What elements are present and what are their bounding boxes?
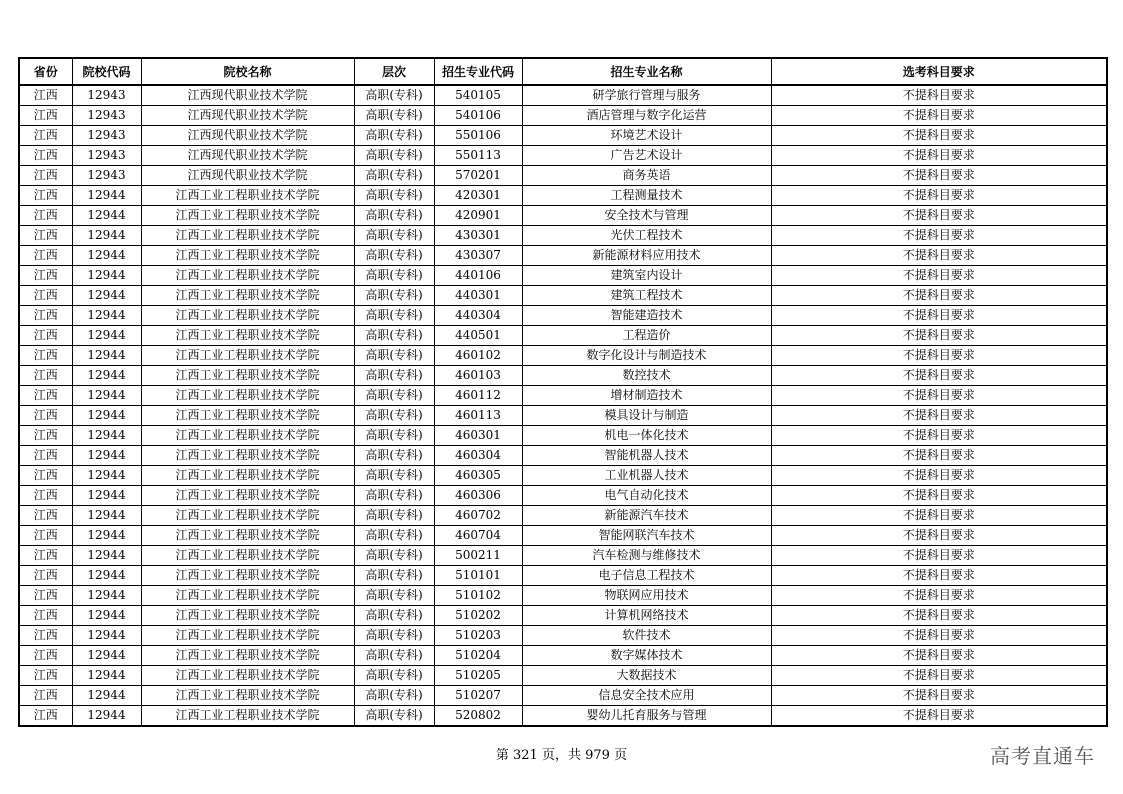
cell-province: 江西 [19, 466, 72, 486]
cell-subject-requirement: 不提科目要求 [771, 546, 1107, 566]
cell-province: 江西 [19, 686, 72, 706]
cell-level: 高职(专科) [354, 226, 434, 246]
cell-level: 高职(专科) [354, 326, 434, 346]
cell-school-name: 江西工业工程职业技术学院 [141, 646, 354, 666]
cell-province: 江西 [19, 506, 72, 526]
cell-school-code: 12944 [72, 246, 141, 266]
cell-major-code: 460112 [434, 386, 522, 406]
cell-major-name: 新能源汽车技术 [522, 506, 771, 526]
cell-subject-requirement: 不提科目要求 [771, 666, 1107, 686]
table-row [19, 646, 1107, 666]
admission-table [18, 57, 1108, 727]
cell-subject-requirement: 不提科目要求 [771, 206, 1107, 226]
cell-major-code: 510205 [434, 666, 522, 686]
cell-school-name: 江西工业工程职业技术学院 [141, 546, 354, 566]
cell-subject-requirement: 不提科目要求 [771, 366, 1107, 386]
cell-school-code: 12944 [72, 226, 141, 246]
cell-school-code: 12944 [72, 466, 141, 486]
cell-level: 高职(专科) [354, 706, 434, 727]
cell-school-code: 12944 [72, 426, 141, 446]
cell-school-code: 12944 [72, 286, 141, 306]
cell-major-name: 增材制造技术 [522, 386, 771, 406]
cell-school-name: 江西工业工程职业技术学院 [141, 246, 354, 266]
cell-school-code: 12944 [72, 566, 141, 586]
cell-major-code: 420901 [434, 206, 522, 226]
cell-subject-requirement: 不提科目要求 [771, 226, 1107, 246]
cell-province: 江西 [19, 386, 72, 406]
table-row [19, 286, 1107, 306]
table-row [19, 146, 1107, 166]
cell-major-name: 酒店管理与数字化运营 [522, 106, 771, 126]
cell-school-name: 江西现代职业技术学院 [141, 85, 354, 106]
cell-school-code: 12943 [72, 166, 141, 186]
cell-subject-requirement: 不提科目要求 [771, 626, 1107, 646]
cell-subject-requirement: 不提科目要求 [771, 286, 1107, 306]
cell-level: 高职(专科) [354, 626, 434, 646]
cell-level: 高职(专科) [354, 346, 434, 366]
cell-major-name: 建筑工程技术 [522, 286, 771, 306]
cell-school-name: 江西工业工程职业技术学院 [141, 266, 354, 286]
cell-major-code: 510207 [434, 686, 522, 706]
cell-level: 高职(专科) [354, 166, 434, 186]
cell-major-name: 数字化设计与制造技术 [522, 346, 771, 366]
cell-level: 高职(专科) [354, 146, 434, 166]
table-row [19, 306, 1107, 326]
table-row [19, 206, 1107, 226]
cell-major-name: 数控技术 [522, 366, 771, 386]
cell-major-name: 建筑室内设计 [522, 266, 771, 286]
cell-level: 高职(专科) [354, 646, 434, 666]
cell-major-code: 540105 [434, 85, 522, 106]
cell-province: 江西 [19, 446, 72, 466]
cell-major-name: 模具设计与制造 [522, 406, 771, 426]
cell-school-code: 12944 [72, 706, 141, 727]
cell-province: 江西 [19, 206, 72, 226]
page-label-prefix: 第 [495, 748, 509, 763]
cell-major-code: 550106 [434, 126, 522, 146]
cell-major-code: 460305 [434, 466, 522, 486]
cell-major-name: 研学旅行管理与服务 [522, 85, 771, 106]
cell-school-name: 江西工业工程职业技术学院 [141, 466, 354, 486]
cell-province: 江西 [19, 126, 72, 146]
cell-province: 江西 [19, 666, 72, 686]
cell-school-name: 江西工业工程职业技术学院 [141, 686, 354, 706]
cell-major-code: 570201 [434, 166, 522, 186]
cell-level: 高职(专科) [354, 286, 434, 306]
cell-school-code: 12943 [72, 146, 141, 166]
cell-school-code: 12944 [72, 326, 141, 346]
cell-major-name: 电子信息工程技术 [522, 566, 771, 586]
table-row [19, 266, 1107, 286]
cell-major-code: 520802 [434, 706, 522, 727]
cell-province: 江西 [19, 366, 72, 386]
page-label-suffix: 页 [614, 748, 628, 763]
cell-province: 江西 [19, 166, 72, 186]
cell-school-name: 江西工业工程职业技术学院 [141, 366, 354, 386]
table-row [19, 546, 1107, 566]
cell-province: 江西 [19, 706, 72, 727]
cell-major-name: 电气自动化技术 [522, 486, 771, 506]
cell-subject-requirement: 不提科目要求 [771, 186, 1107, 206]
cell-major-code: 430307 [434, 246, 522, 266]
cell-level: 高职(专科) [354, 446, 434, 466]
cell-major-code: 430301 [434, 226, 522, 246]
cell-level: 高职(专科) [354, 406, 434, 426]
table-row [19, 85, 1107, 106]
cell-major-code: 510202 [434, 606, 522, 626]
cell-major-name: 工程造价 [522, 326, 771, 346]
cell-province: 江西 [19, 526, 72, 546]
watermark-text: 高考直通车 [990, 744, 1095, 768]
cell-school-code: 12944 [72, 546, 141, 566]
cell-school-name: 江西工业工程职业技术学院 [141, 346, 354, 366]
cell-school-code: 12944 [72, 526, 141, 546]
cell-school-name: 江西工业工程职业技术学院 [141, 326, 354, 346]
cell-school-name: 江西工业工程职业技术学院 [141, 566, 354, 586]
cell-major-code: 550113 [434, 146, 522, 166]
cell-province: 江西 [19, 306, 72, 326]
cell-school-name: 江西工业工程职业技术学院 [141, 306, 354, 326]
cell-level: 高职(专科) [354, 126, 434, 146]
cell-province: 江西 [19, 106, 72, 126]
cell-major-code: 540106 [434, 106, 522, 126]
cell-school-code: 12943 [72, 106, 141, 126]
cell-province: 江西 [19, 226, 72, 246]
cell-major-code: 510101 [434, 566, 522, 586]
cell-school-name: 江西工业工程职业技术学院 [141, 486, 354, 506]
cell-level: 高职(专科) [354, 566, 434, 586]
cell-major-code: 510203 [434, 626, 522, 646]
cell-level: 高职(专科) [354, 85, 434, 106]
cell-level: 高职(专科) [354, 586, 434, 606]
cell-level: 高职(专科) [354, 206, 434, 226]
cell-level: 高职(专科) [354, 606, 434, 626]
cell-school-code: 12944 [72, 606, 141, 626]
cell-province: 江西 [19, 486, 72, 506]
cell-subject-requirement: 不提科目要求 [771, 526, 1107, 546]
cell-school-name: 江西工业工程职业技术学院 [141, 226, 354, 246]
cell-subject-requirement: 不提科目要求 [771, 126, 1107, 146]
cell-province: 江西 [19, 586, 72, 606]
cell-school-name: 江西工业工程职业技术学院 [141, 506, 354, 526]
header-school-name: 院校名称 [141, 58, 354, 85]
table-row [19, 566, 1107, 586]
table-row [19, 346, 1107, 366]
cell-school-code: 12943 [72, 126, 141, 146]
cell-province: 江西 [19, 286, 72, 306]
cell-subject-requirement: 不提科目要求 [771, 586, 1107, 606]
cell-major-code: 510102 [434, 586, 522, 606]
table-row [19, 406, 1107, 426]
page-label-mid: 页，共 [541, 748, 581, 763]
cell-province: 江西 [19, 326, 72, 346]
cell-school-name: 江西工业工程职业技术学院 [141, 626, 354, 646]
cell-school-name: 江西工业工程职业技术学院 [141, 406, 354, 426]
cell-level: 高职(专科) [354, 186, 434, 206]
cell-school-code: 12944 [72, 646, 141, 666]
cell-province: 江西 [19, 546, 72, 566]
cell-province: 江西 [19, 406, 72, 426]
cell-province: 江西 [19, 566, 72, 586]
table-row [19, 486, 1107, 506]
cell-school-name: 江西工业工程职业技术学院 [141, 666, 354, 686]
cell-school-name: 江西工业工程职业技术学院 [141, 286, 354, 306]
table-row [19, 446, 1107, 466]
cell-school-code: 12944 [72, 266, 141, 286]
cell-province: 江西 [19, 646, 72, 666]
cell-subject-requirement: 不提科目要求 [771, 106, 1107, 126]
header-school-code: 院校代码 [72, 58, 141, 85]
cell-subject-requirement: 不提科目要求 [771, 486, 1107, 506]
cell-subject-requirement: 不提科目要求 [771, 606, 1107, 626]
table-row [19, 606, 1107, 626]
cell-subject-requirement: 不提科目要求 [771, 346, 1107, 366]
cell-subject-requirement: 不提科目要求 [771, 686, 1107, 706]
cell-school-code: 12943 [72, 85, 141, 106]
cell-subject-requirement: 不提科目要求 [771, 166, 1107, 186]
header-row [19, 58, 1107, 85]
cell-major-code: 460704 [434, 526, 522, 546]
cell-major-name: 软件技术 [522, 626, 771, 646]
cell-major-name: 机电一体化技术 [522, 426, 771, 446]
cell-major-name: 智能网联汽车技术 [522, 526, 771, 546]
cell-subject-requirement: 不提科目要求 [771, 466, 1107, 486]
cell-level: 高职(专科) [354, 506, 434, 526]
cell-school-code: 12944 [72, 346, 141, 366]
cell-school-code: 12944 [72, 206, 141, 226]
cell-school-name: 江西工业工程职业技术学院 [141, 706, 354, 727]
table-row [19, 386, 1107, 406]
cell-level: 高职(专科) [354, 466, 434, 486]
cell-major-name: 物联网应用技术 [522, 586, 771, 606]
cell-school-code: 12944 [72, 306, 141, 326]
header-major-code: 招生专业代码 [434, 58, 522, 85]
table-row [19, 666, 1107, 686]
table-row [19, 466, 1107, 486]
cell-major-code: 460702 [434, 506, 522, 526]
cell-subject-requirement: 不提科目要求 [771, 246, 1107, 266]
cell-major-name: 光伏工程技术 [522, 226, 771, 246]
table-row [19, 186, 1107, 206]
cell-province: 江西 [19, 146, 72, 166]
cell-level: 高职(专科) [354, 546, 434, 566]
cell-province: 江西 [19, 626, 72, 646]
cell-major-name: 智能机器人技术 [522, 446, 771, 466]
cell-school-name: 江西现代职业技术学院 [141, 106, 354, 126]
cell-level: 高职(专科) [354, 246, 434, 266]
table-row [19, 506, 1107, 526]
cell-level: 高职(专科) [354, 366, 434, 386]
cell-subject-requirement: 不提科目要求 [771, 406, 1107, 426]
cell-major-code: 440304 [434, 306, 522, 326]
cell-subject-requirement: 不提科目要求 [771, 146, 1107, 166]
cell-subject-requirement: 不提科目要求 [771, 306, 1107, 326]
cell-school-name: 江西工业工程职业技术学院 [141, 606, 354, 626]
cell-school-code: 12944 [72, 406, 141, 426]
cell-province: 江西 [19, 346, 72, 366]
table-body [19, 85, 1107, 726]
cell-school-code: 12944 [72, 686, 141, 706]
cell-school-name: 江西工业工程职业技术学院 [141, 526, 354, 546]
cell-major-code: 460306 [434, 486, 522, 506]
cell-major-name: 计算机网络技术 [522, 606, 771, 626]
cell-major-name: 婴幼儿托育服务与管理 [522, 706, 771, 727]
cell-school-code: 12944 [72, 666, 141, 686]
cell-school-name: 江西现代职业技术学院 [141, 126, 354, 146]
cell-school-code: 12944 [72, 186, 141, 206]
cell-level: 高职(专科) [354, 666, 434, 686]
page-footer [0, 744, 1123, 763]
current-page-number: 321 [513, 748, 538, 763]
cell-level: 高职(专科) [354, 686, 434, 706]
cell-major-code: 440301 [434, 286, 522, 306]
cell-subject-requirement: 不提科目要求 [771, 646, 1107, 666]
cell-level: 高职(专科) [354, 266, 434, 286]
cell-major-name: 智能建造技术 [522, 306, 771, 326]
cell-level: 高职(专科) [354, 426, 434, 446]
cell-school-code: 12944 [72, 366, 141, 386]
cell-province: 江西 [19, 266, 72, 286]
cell-province: 江西 [19, 246, 72, 266]
cell-major-code: 460103 [434, 366, 522, 386]
cell-school-code: 12944 [72, 506, 141, 526]
cell-level: 高职(专科) [354, 526, 434, 546]
cell-school-name: 江西工业工程职业技术学院 [141, 426, 354, 446]
cell-level: 高职(专科) [354, 106, 434, 126]
cell-major-name: 大数据技术 [522, 666, 771, 686]
cell-school-name: 江西工业工程职业技术学院 [141, 586, 354, 606]
cell-school-code: 12944 [72, 386, 141, 406]
cell-major-code: 500211 [434, 546, 522, 566]
cell-major-code: 460301 [434, 426, 522, 446]
cell-major-name: 数字媒体技术 [522, 646, 771, 666]
header-level: 层次 [354, 58, 434, 85]
cell-province: 江西 [19, 426, 72, 446]
table-row [19, 366, 1107, 386]
cell-school-code: 12944 [72, 446, 141, 466]
table-row [19, 126, 1107, 146]
cell-major-code: 440501 [434, 326, 522, 346]
cell-subject-requirement: 不提科目要求 [771, 386, 1107, 406]
header-major-name: 招生专业名称 [522, 58, 771, 85]
cell-school-name: 江西工业工程职业技术学院 [141, 206, 354, 226]
cell-major-name: 信息安全技术应用 [522, 686, 771, 706]
total-pages-number: 979 [585, 748, 610, 763]
cell-major-code: 460102 [434, 346, 522, 366]
cell-school-name: 江西工业工程职业技术学院 [141, 386, 354, 406]
cell-major-name: 环境艺术设计 [522, 126, 771, 146]
header-province: 省份 [19, 58, 72, 85]
table-row [19, 106, 1107, 126]
cell-major-code: 420301 [434, 186, 522, 206]
cell-subject-requirement: 不提科目要求 [771, 566, 1107, 586]
cell-major-name: 汽车检测与维修技术 [522, 546, 771, 566]
table-row [19, 706, 1107, 727]
cell-major-name: 新能源材料应用技术 [522, 246, 771, 266]
cell-subject-requirement: 不提科目要求 [771, 506, 1107, 526]
cell-major-name: 工程测量技术 [522, 186, 771, 206]
cell-major-code: 460113 [434, 406, 522, 426]
cell-major-name: 安全技术与管理 [522, 206, 771, 226]
cell-level: 高职(专科) [354, 386, 434, 406]
cell-major-code: 440106 [434, 266, 522, 286]
cell-subject-requirement: 不提科目要求 [771, 426, 1107, 446]
cell-school-name: 江西现代职业技术学院 [141, 166, 354, 186]
cell-level: 高职(专科) [354, 306, 434, 326]
cell-province: 江西 [19, 606, 72, 626]
cell-major-code: 460304 [434, 446, 522, 466]
cell-school-code: 12944 [72, 586, 141, 606]
cell-school-code: 12944 [72, 486, 141, 506]
cell-school-name: 江西工业工程职业技术学院 [141, 186, 354, 206]
table-row [19, 326, 1107, 346]
table-row [19, 626, 1107, 646]
cell-province: 江西 [19, 85, 72, 106]
table-header [19, 58, 1107, 85]
cell-province: 江西 [19, 186, 72, 206]
cell-school-code: 12944 [72, 626, 141, 646]
cell-subject-requirement: 不提科目要求 [771, 326, 1107, 346]
cell-school-name: 江西现代职业技术学院 [141, 146, 354, 166]
table-row [19, 426, 1107, 446]
cell-subject-requirement: 不提科目要求 [771, 266, 1107, 286]
cell-level: 高职(专科) [354, 486, 434, 506]
header-subject-requirement: 选考科目要求 [771, 58, 1107, 85]
cell-school-name: 江西工业工程职业技术学院 [141, 446, 354, 466]
cell-subject-requirement: 不提科目要求 [771, 446, 1107, 466]
table-row [19, 226, 1107, 246]
cell-subject-requirement: 不提科目要求 [771, 706, 1107, 727]
table-row [19, 166, 1107, 186]
cell-major-name: 工业机器人技术 [522, 466, 771, 486]
cell-subject-requirement: 不提科目要求 [771, 85, 1107, 106]
cell-major-name: 广告艺术设计 [522, 146, 771, 166]
table-row [19, 586, 1107, 606]
cell-major-name: 商务英语 [522, 166, 771, 186]
table-row [19, 686, 1107, 706]
cell-major-code: 510204 [434, 646, 522, 666]
table-row [19, 526, 1107, 546]
table-row [19, 246, 1107, 266]
